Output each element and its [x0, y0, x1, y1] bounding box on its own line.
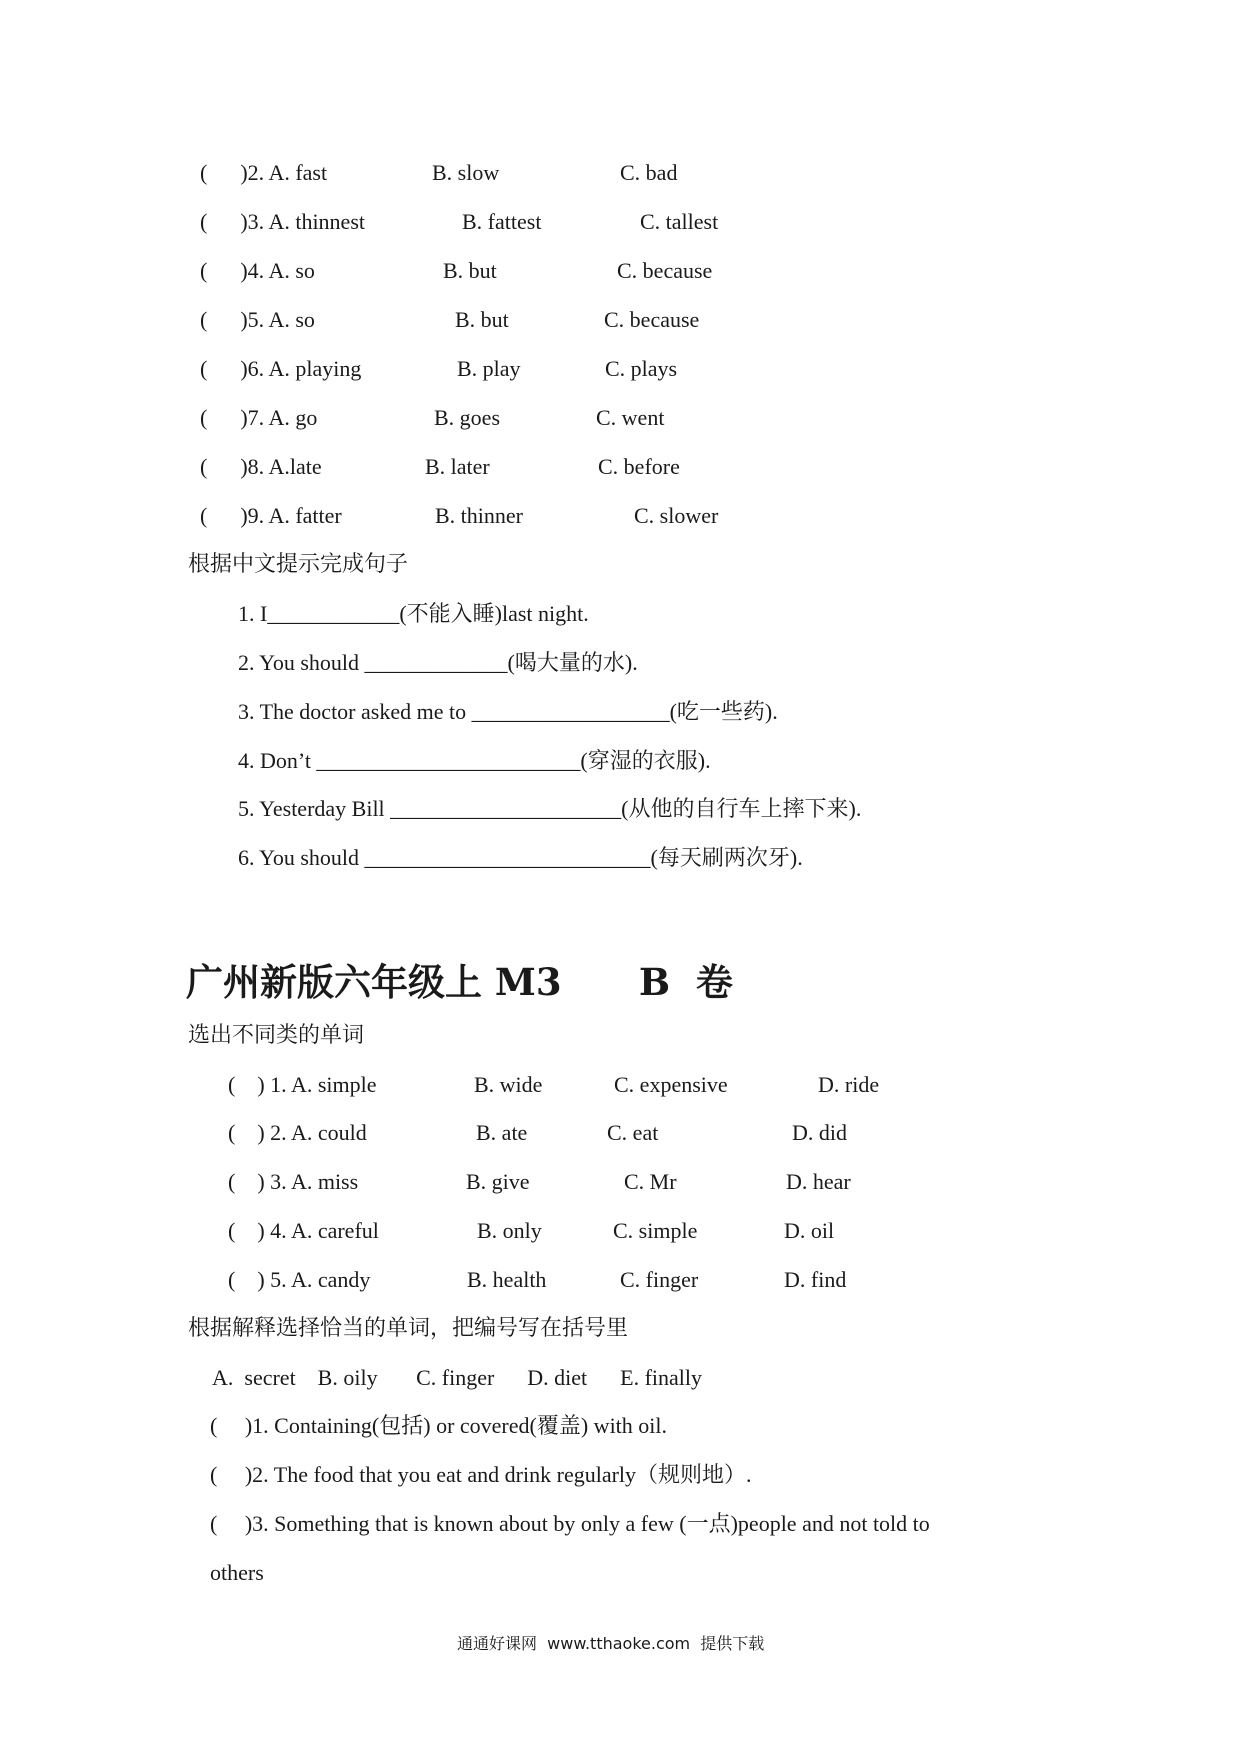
odd-row-1-a: ( ) 1. A. simple — [228, 1072, 377, 1097]
odd-row-5-b: B. health — [467, 1267, 547, 1292]
choice-row-7-a: ( )7. A. go — [200, 405, 318, 430]
odd-row-1-d: D. ride — [818, 1072, 880, 1097]
sentence-item-1: 1. I____________(不能入睡)last night. — [238, 601, 589, 626]
odd-row-4-c: C. simple — [613, 1218, 698, 1243]
choice-row-9-b: B. thinner — [435, 503, 523, 528]
odd-row-3-c: C. Mr — [624, 1169, 677, 1194]
section-title-definitions: 根据解释选择恰当的单词，把编号写在括号里 — [188, 1316, 629, 1341]
choice-row-3-c: C. tallest — [640, 209, 719, 234]
choice-row-5-a: ( )5. A. so — [200, 307, 315, 332]
odd-row-3-d: D. hear — [786, 1169, 851, 1194]
odd-row-4-a: ( ) 4. A. careful — [228, 1218, 379, 1243]
definition-item-2: ( )2. The food that you eat and drink regularly（规则地）. — [210, 1462, 752, 1487]
section-title-complete-sentences: 根据中文提示完成句子 — [188, 552, 409, 577]
choice-row-6-b: B. play — [457, 356, 521, 381]
choice-row-3-a: ( )3. A. thinnest — [200, 209, 365, 234]
odd-row-2-c: C. eat — [607, 1120, 659, 1145]
choice-row-2-a: ( )2. A. fast — [200, 160, 328, 185]
choice-row-5-b: B. but — [455, 307, 509, 332]
definition-item-3-cont: others — [210, 1560, 264, 1585]
choice-row-2-c: C. bad — [620, 160, 678, 185]
choice-row-4-c: C. because — [617, 258, 713, 283]
choice-row-8-a: ( )8. A.late — [200, 454, 322, 479]
choice-row-3-b: B. fattest — [462, 209, 542, 234]
odd-row-5-c: C. finger — [620, 1267, 699, 1292]
choice-row-9-c: C. slower — [634, 503, 719, 528]
choice-row-7-b: B. goes — [434, 405, 500, 430]
choice-row-6-c: C. plays — [605, 356, 678, 381]
odd-row-2-b: B. ate — [476, 1120, 528, 1145]
odd-row-1-c: C. expensive — [614, 1072, 728, 1097]
word-options: A. secret B. oily C. finger D. diet E. finally — [212, 1365, 703, 1390]
section-title-odd-one-out: 选出不同类的单词 — [188, 1023, 365, 1048]
sentence-item-4: 4. Don’t ________________________(穿湿的衣服). — [238, 748, 711, 773]
definition-item-3: ( )3. Something that is known about by only a few (一点)people and not told to — [210, 1511, 930, 1536]
definition-item-1: ( )1. Containing(包括) or covered(覆盖) with oil. — [210, 1413, 668, 1438]
sentence-item-5: 5. Yesterday Bill _____________________(从他的自行车上摔下来). — [238, 796, 862, 821]
odd-row-2-d: D. did — [792, 1120, 847, 1145]
choice-row-4-b: B. but — [443, 258, 497, 283]
choice-row-5-c: C. because — [604, 307, 700, 332]
odd-row-4-b: B. only — [477, 1218, 542, 1243]
odd-row-5-a: ( ) 5. A. candy — [228, 1267, 371, 1292]
choice-row-7-c: C. went — [596, 405, 665, 430]
choice-row-9-a: ( )9. A. fatter — [200, 503, 342, 528]
sentence-item-3: 3. The doctor asked me to __________________(吃一些药). — [238, 699, 778, 724]
choice-row-2-b: B. slow — [432, 160, 500, 185]
choice-row-6-a: ( )6. A. playing — [200, 356, 362, 381]
odd-row-2-a: ( ) 2. A. could — [228, 1120, 367, 1145]
odd-row-3-b: B. give — [466, 1169, 530, 1194]
page-heading: 广州新版六年级上 M3 B 卷 — [186, 960, 733, 1004]
choice-row-8-c: C. before — [598, 454, 680, 479]
odd-row-1-b: B. wide — [474, 1072, 543, 1097]
choice-row-8-b: B. later — [425, 454, 490, 479]
sentence-item-6: 6. You should __________________________(每天刷两次牙). — [238, 845, 803, 870]
odd-row-3-a: ( ) 3. A. miss — [228, 1169, 359, 1194]
odd-row-5-d: D. find — [784, 1267, 847, 1292]
sentence-item-2: 2. You should _____________(喝大量的水). — [238, 650, 638, 675]
odd-row-4-d: D. oil — [784, 1218, 835, 1243]
page-footer: 通通好课网 www.tthaoke.com 提供下载 — [457, 1634, 765, 1653]
choice-row-4-a: ( )4. A. so — [200, 258, 315, 283]
